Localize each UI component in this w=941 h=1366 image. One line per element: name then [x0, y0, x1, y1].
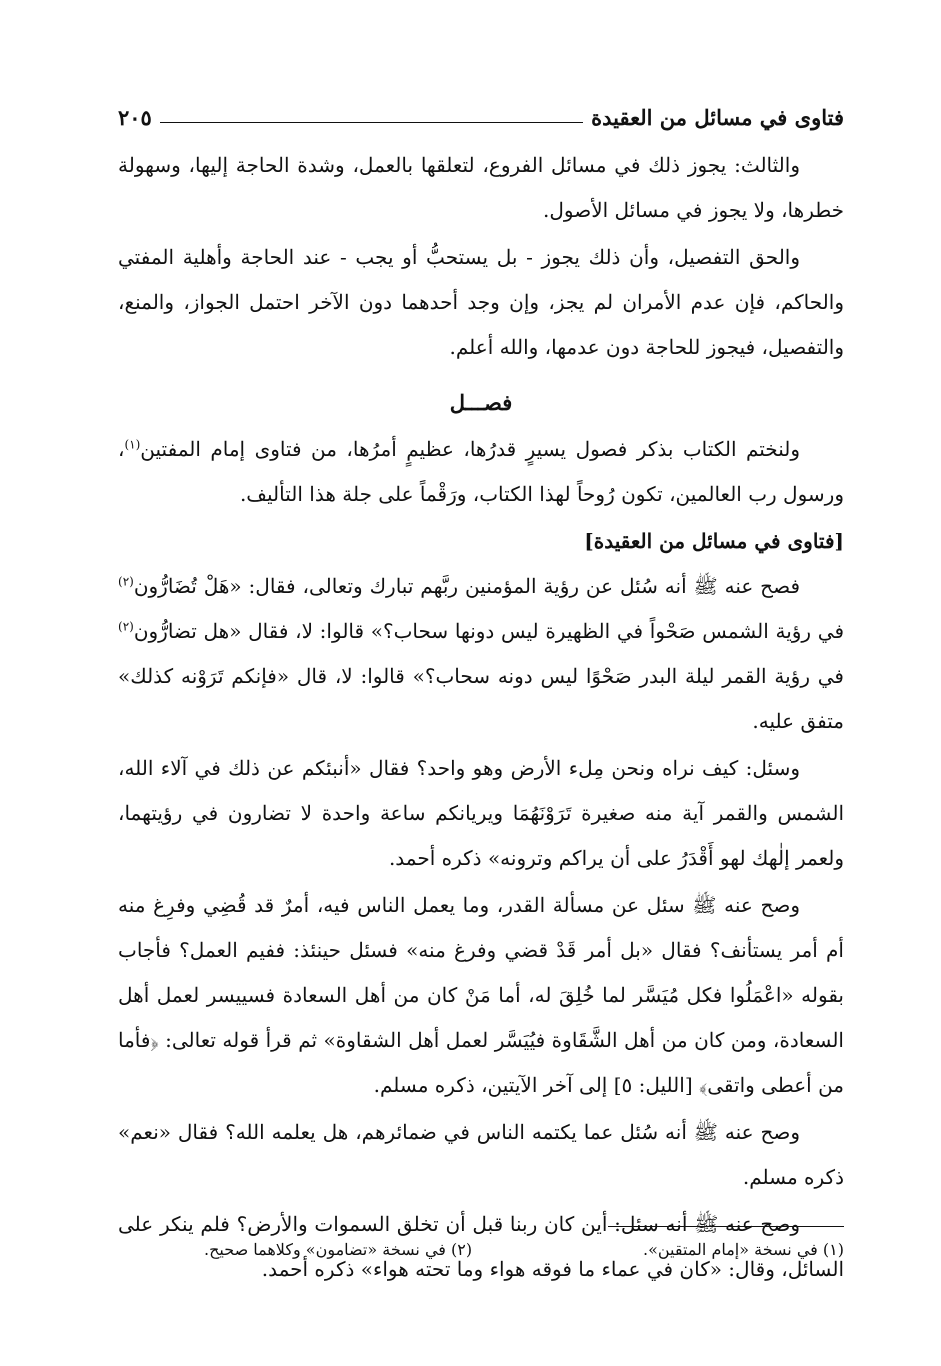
paragraph-before-creation: وصح عنه ﷺ أنه سئل: أين كان ربنا قبل أن تخلق السموات والأرض؟ فلم ينكر على السائل، وقال: «كان في عماء ما فوقه هواء وما تحته هواء» ذكره أحمد. [118, 1212, 844, 1281]
running-header [118, 88, 844, 128]
running-header-title: فتاوى في مسائل من العقيدة [591, 105, 844, 130]
paragraph-third-opinion: والثالث: يجوز ذلك في مسائل الفروع، لتعلقها بالعمل، وشدة الحاجة إليها، وسهولة خطرها، ولا يجوز في مسائل الأصول. [118, 153, 844, 222]
footnote-ref-1: (١) [124, 437, 141, 452]
footnotes [204, 1236, 844, 1264]
footnote-ref-2b: (٢) [118, 619, 134, 634]
footnote-rule [608, 1226, 844, 1227]
seeing-god-text-c: في رؤية القمر ليلة البدر صَحْوًا ليس دونه سحاب؟» قالوا: لا، قال «فإنكم تَرَوْنه كذلك» متفق عليه. [118, 664, 844, 733]
paragraph-closing-intro [118, 427, 844, 517]
footnote-1: (١) في نسخة «إمام المتقين». [642, 1240, 844, 1259]
closing-intro-text-a: ولنختم الكتاب بذكر فصول يسيرٍ قدرُها، عظيمٍ أمرُها، من فتاوى إمام المفتين [140, 437, 800, 461]
paragraph-qadar: وصح عنه ﷺ سئل عن مسألة القدر، وما يعمل الناس فيه، أمرٌ قد قُضِي وفرِغ منه أم أمر يستأنف؟ فقال «بل أمر قَدْ قضي وفرغ منه» فسئل حينئذ: ففيم العمل؟ فأجاب بقوله «اعْمَلُوا فكل مُيَسَّر لما خُلِقَ له، أما مَنْ كان من أهل السعادة فسييسر لعمل أهل السعادة، ومن كان من أهل الشَّقَاوة فيُيَسَّر لعمل أهل الشقاوة» ثم قرأ قوله تعالى: ﴿فأما من أعطى واتقى﴾ [الليل: ٥] إلى آخر الآيتين، ذكره مسلم. [118, 893, 845, 1097]
page-number: ٢٠٥ [118, 105, 152, 130]
footnote-2: (٢) في نسخة «تضامون» وكلاهما صحيح. [204, 1240, 473, 1259]
closing-intro-text-b: ، ورسول رب العالمين، تكون رُوحاً لهذا الكتاب، ورَقْماً على جلة هذا التأليف. [118, 437, 844, 506]
header-rule [160, 122, 583, 123]
paragraph-seeing-god [118, 564, 844, 744]
footnote-ref-2a: (٢) [118, 574, 134, 589]
paragraph-correct-view: والحق التفصيل، وأن ذلك يجوز - بل يستحبُّ أو يجب - عند الحاجة وأهلية المفتي والحاكم، فإن عدم الأمران لم يجز، وإن وجد أحدهما دون الآخر احتمل الجواز، والمنع، والتفصيل، فيجوز للحاجة دون عدمها، والله أعلم. [118, 245, 844, 359]
main-text [118, 143, 844, 1292]
seeing-god-text-a: فصح عنه ﷺ أنه سُئل عن رؤية المؤمنين ربَّهم تبارك وتعالى، فقال: «هَلْ تُضَارُّون [133, 574, 800, 598]
paragraph-hidden-thoughts: وصح عنه ﷺ أنه سُئل عما يكتمه الناس في ضمائرهم، هل يعلمه الله؟ فقال «نعم» ذكره مسلم. [118, 1120, 844, 1189]
subsection-heading: [فتاوى في مسائل من العقيدة] [584, 529, 844, 553]
section-title: فصـــل [449, 390, 513, 415]
paragraph-how-we-see: وسئل: كيف نراه ونحن مِلء الأرض وهو واحد؟ فقال «أنبئكم عن ذلك في آلاء الله، الشمس والقمر آية منه صغيرة تَرَوْنَهُمَا ويريانكم ساعة واحدة لا تضارون في رؤيتهما، ولعمر إلٰهك لهو أَقْدَرُ على أن يراكم وترونه» ذكره أحمد. [118, 756, 844, 870]
seeing-god-text-b: في رؤية الشمس صَحْواً في الظهيرة ليس دونها سحاب؟» قالوا: لا، فقال «هل تضارُّون [133, 619, 844, 643]
